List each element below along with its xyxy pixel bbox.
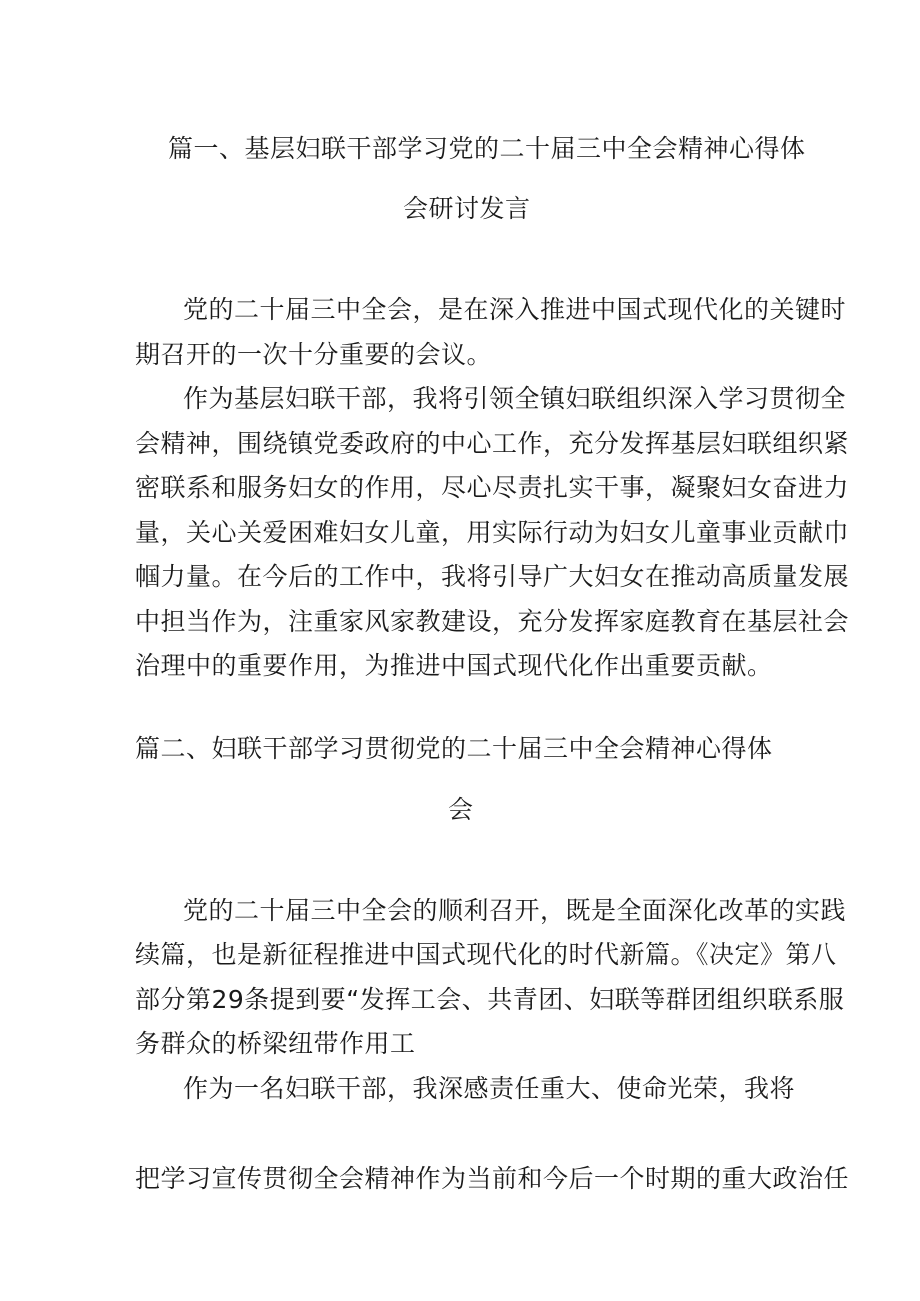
section1-para2-line5: 帼力量。在今后的工作中，我将引导广大妇女在推动高质量发展 — [135, 562, 850, 591]
section2-para2-line1: 作为一名妇联干部，我深感责任重大、使命光荣，我将 — [183, 1074, 796, 1103]
section1-para2-line1: 作为基层妇联干部，我将引领全镇妇联组织深入学习贯彻全 — [183, 384, 847, 413]
section1-para2-line6: 中担当作为，注重家风家教建设，充分发挥家庭教育在基层社会 — [135, 607, 850, 636]
section1-title-line1: 篇一、基层妇联干部学习党的二十届三中全会精神心得体 — [168, 134, 806, 163]
section2-para1-line2: 续篇，也是新征程推进中国式现代化的时代新篇。《决定》第八 — [135, 940, 837, 969]
section2-para1-line3: 部分第29条提到要“发挥工会、共青团、妇联等群团组织联系服 — [135, 985, 845, 1014]
section2-para1-line4: 务群众的桥梁纽带作用工 — [135, 1029, 416, 1058]
section1-para1-line1: 党的二十届三中全会，是在深入推进中国式现代化的关键时 — [183, 295, 847, 324]
section2-title-line1: 篇二、妇联干部学习贯彻党的二十届三中全会精神心得体 — [135, 734, 773, 763]
section1-title-line2: 会研讨发言 — [403, 194, 531, 223]
section1-para2-line7: 治理中的重要作用，为推进中国式现代化作出重要贡献。 — [135, 651, 773, 680]
section2-para1-line1: 党的二十届三中全会的顺利召开，既是全面深化改革的实践 — [183, 896, 847, 925]
section1-para2-line4: 量，关心关爱困难妇女儿童，用实际行动为妇女儿童事业贡献巾 — [135, 518, 850, 547]
section1-para2-line2: 会精神，围绕镇党委政府的中心工作，充分发挥基层妇联组织紧 — [135, 429, 850, 458]
section1-para1-line2: 期召开的一次十分重要的会议。 — [135, 340, 493, 369]
section2-title-line2: 会 — [448, 795, 474, 824]
section2-para3-line1: 把学习宣传贯彻全会精神作为当前和今后一个时期的重大政治任 — [135, 1164, 850, 1193]
section1-para2-line3: 密联系和服务妇女的作用，尽心尽责扎实干事，凝聚妇女奋进力 — [135, 473, 850, 502]
